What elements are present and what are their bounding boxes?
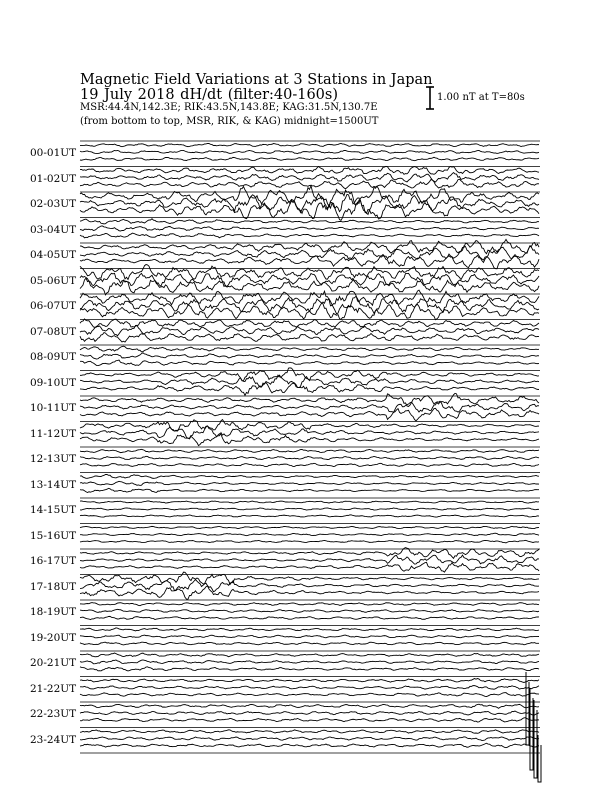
trace-MSR-19-20UT [80,642,539,645]
trace-MSR-13-14UT [80,488,539,492]
trace-KAG-22-23UT [80,704,539,708]
trace-RIK-14-15UT [80,508,539,510]
trace-RIK-08-09UT [80,353,539,359]
trace-MSR-05-06UT [80,278,539,295]
trace-MSR-15-16UT [80,540,539,543]
trace-KAG-18-19UT [80,603,539,606]
trace-KAG-21-22UT [80,679,539,683]
trace-RIK-09-10UT [80,375,539,387]
trace-RIK-18-19UT [80,609,539,612]
trace-KAG-15-16UT [80,526,539,528]
trace-KAG-03-04UT [80,219,539,224]
trace-MSR-11-12UT [80,434,539,446]
row-label-21-22UT: 21-22UT [30,682,77,695]
trace-MSR-17-18UT [80,586,539,599]
trace-RIK-11-12UT [80,426,539,438]
trace-RIK-23-24UT [80,737,539,741]
row-label-03-04UT: 03-04UT [30,223,77,236]
trace-RIK-22-23UT [80,711,539,715]
trace-KAG-19-20UT [80,628,539,631]
spike-trace [530,688,533,770]
row-label-20-21UT: 20-21UT [30,657,77,669]
trace-RIK-21-22UT [80,686,539,690]
trace-MSR-20-21UT [80,667,539,671]
trace-MSR-03-04UT [80,233,539,238]
trace-MSR-10-11UT [80,408,539,421]
trace-MSR-21-22UT [80,693,539,697]
row-label-08-09UT: 08-09UT [30,351,77,363]
trace-MSR-07-08UT [80,333,539,343]
trace-MSR-08-09UT [80,360,539,366]
spike-trace [526,672,529,745]
trace-RIK-16-17UT [80,555,539,564]
trace-KAG-10-11UT [80,393,539,406]
trace-KAG-06-07UT [80,290,539,306]
trace-MSR-01-02UT [80,179,539,189]
trace-KAG-07-08UT [80,319,539,327]
row-label-14-15UT: 14-15UT [30,504,77,516]
row-label-01-02UT: 01-02UT [30,172,77,185]
spike-trace [534,700,537,778]
chart-title: Magnetic Field Variations at 3 Stations in Japan [80,72,433,88]
trace-MSR-12-13UT [80,463,539,466]
trace-KAG-12-13UT [80,449,539,452]
trace-RIK-19-20UT [80,635,539,638]
row-label-10-11UT: 10-11UT [30,402,77,414]
scale-label: 1.00 nT at T=80s [437,92,525,103]
row-label-15-16UT: 15-16UT [30,529,77,542]
trace-KAG-04-05UT [80,239,539,253]
trace-KAG-14-15UT [80,501,539,503]
trace-RIK-13-14UT [80,481,539,485]
trace-KAG-13-14UT [80,475,539,479]
row-label-19-20UT: 19-20UT [30,631,77,644]
row-label-16-17UT: 16-17UT [30,555,77,567]
trace-MSR-18-19UT [80,616,539,619]
trace-KAG-08-09UT [80,346,539,352]
trace-KAG-09-10UT [80,368,539,381]
row-label-07-08UT: 07-08UT [30,325,77,338]
row-label-02-03UT: 02-03UT [30,198,77,210]
row-label-17-18UT: 17-18UT [30,580,77,593]
row-label-05-06UT: 05-06UT [30,274,77,287]
trace-RIK-07-08UT [80,325,539,335]
trace-RIK-00-01UT [80,150,539,153]
row-label-11-12UT: 11-12UT [30,427,77,440]
station-order-note: (from bottom to top, MSR, RIK, & KAG) midnight=1500UT [80,116,379,127]
trace-MSR-00-01UT [80,157,539,160]
row-label-23-24UT: 23-24UT [30,733,77,746]
station-coordinates: MSR:44.4N,142.3E; RIK:43.5N,143.8E; KAG:31.5N,130.7E [80,102,378,113]
spike-trace [538,735,541,782]
row-label-09-10UT: 09-10UT [30,376,77,389]
trace-MSR-23-24UT [80,743,539,747]
trace-MSR-09-10UT [80,383,539,396]
trace-RIK-05-06UT [80,273,539,286]
trace-RIK-04-05UT [80,246,539,263]
date-and-filter-line: 19 July 2018 dH/dt (filter:40-160s) [80,87,339,103]
trace-RIK-03-04UT [80,226,539,231]
trace-RIK-10-11UT [80,401,539,412]
trace-RIK-17-18UT [80,580,539,592]
row-label-00-01UT: 00-01UT [30,147,77,159]
trace-MSR-14-15UT [80,515,539,517]
row-label-13-14UT: 13-14UT [30,478,77,491]
row-label-12-13UT: 12-13UT [30,453,77,465]
trace-RIK-20-21UT [80,660,539,664]
trace-KAG-20-21UT [80,653,539,657]
trace-MSR-16-17UT [80,562,539,572]
trace-KAG-01-02UT [80,166,539,174]
trace-KAG-02-03UT [80,186,539,207]
trace-KAG-17-18UT [80,572,539,584]
row-label-18-19UT: 18-19UT [30,606,77,618]
row-label-22-23UT: 22-23UT [30,708,77,720]
trace-RIK-12-13UT [80,456,539,459]
row-label-06-07UT: 06-07UT [30,300,77,312]
trace-KAG-23-24UT [80,730,539,733]
trace-RIK-01-02UT [80,173,539,183]
trace-RIK-15-16UT [80,533,539,535]
row-label-04-05UT: 04-05UT [30,249,77,261]
trace-MSR-22-23UT [80,718,539,722]
trace-KAG-00-01UT [80,143,539,146]
